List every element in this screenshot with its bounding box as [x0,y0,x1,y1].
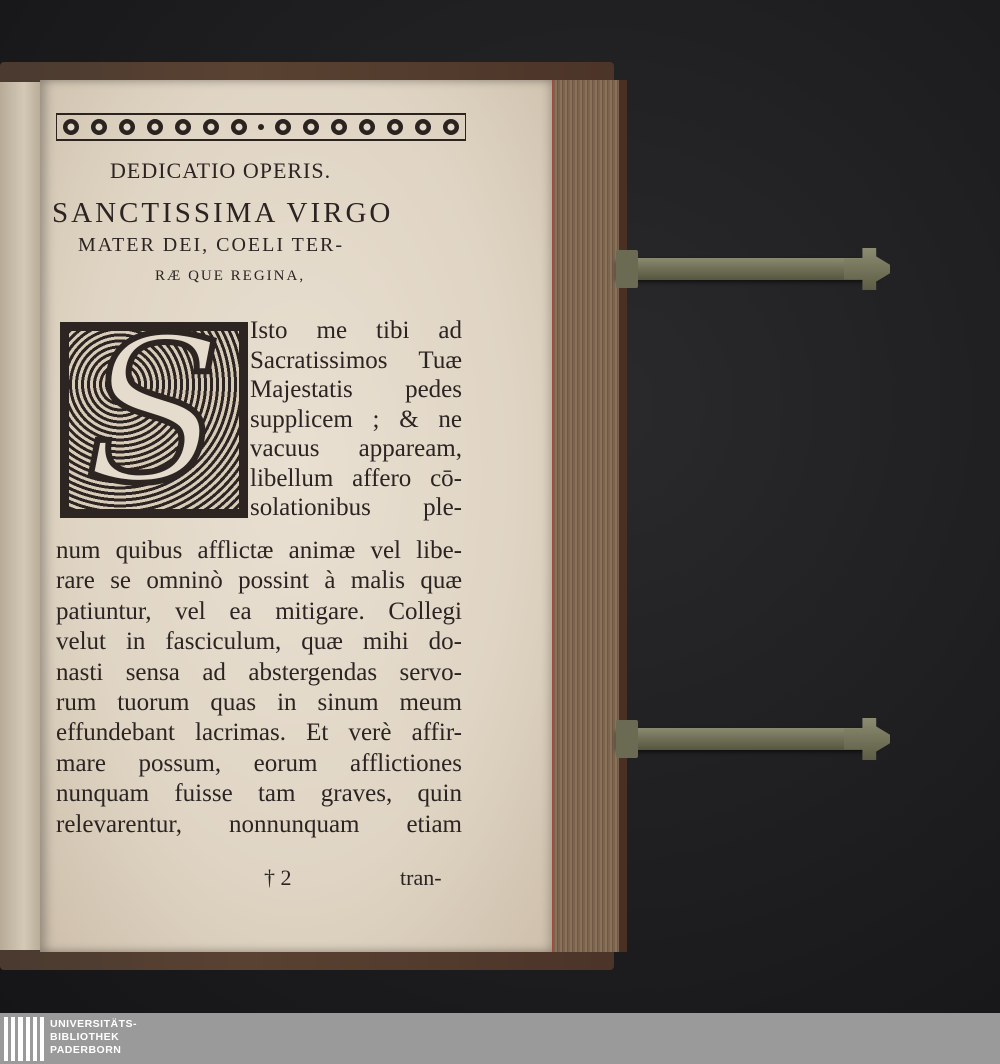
clasp-bar [616,728,878,750]
word: ; [372,405,380,433]
library-footer-bar [0,1013,1000,1064]
text-line [250,317,462,345]
clasp-bar [616,258,878,280]
clasp-head [844,248,890,290]
dedication-heading: DEDICATIO OPERIS. [110,158,332,183]
title-line-3: RÆ QUE REGINA, [155,268,306,284]
clasp-head [844,718,890,760]
clasp-root [616,720,638,758]
text-line: nunquam fuisse tam graves, quin [56,780,462,808]
word: & [399,405,419,433]
text-line: effundebant lacrimas. Et verè affir- [56,719,462,747]
lower-clasp [616,718,890,760]
text-line [250,376,462,404]
text-line [250,494,462,522]
word: Isto [250,317,288,344]
text-line [250,347,462,375]
word: libellum [250,464,334,492]
title-line-2: MATER DEI, COELI TER- [78,234,345,256]
clasp-root [616,250,638,288]
left-page-edge [0,82,40,950]
word: solationibus [250,494,371,521]
word: vacuus [250,435,320,462]
ornament-band [56,112,466,142]
decorated-initial [60,322,248,518]
text-line: rum tuorum quas in sinum meum [56,689,462,716]
title-line-1: SANCTISSIMA VIRGO [52,197,394,229]
text-line: rare se omninò possint à malis quæ [56,567,462,595]
word: ple- [423,494,462,521]
text-line [250,435,462,463]
text-line: nasti sensa ad abstergendas servo- [56,658,462,686]
library-name-line-1: UNIVERSITÄTS- [50,1018,138,1030]
word: Sacratissimos [250,346,388,374]
word: tibi [376,317,410,344]
word: Tuæ [418,346,462,374]
text-line: num quibus afflictæ animæ vel libe- [56,537,462,564]
initial-letter: S [85,322,223,518]
text-line: relevarentur, nonnunquam etiam [56,810,462,838]
catchword: tran- [400,865,442,890]
book-fore-edge [550,80,627,952]
library-name-line-3: PADERBORN [50,1044,122,1056]
word: Majestatis [250,376,353,403]
library-name-line-2: BIBLIOTHEK [50,1031,120,1043]
text-line: velut in fasciculum, quæ mihi do- [56,628,462,656]
word: affero [352,464,412,492]
text-line: mare possum, eorum afflictiones [56,749,462,777]
library-logo-icon [4,1017,44,1061]
word: ad [438,317,462,344]
text-line [250,465,462,493]
ornament-svg [56,112,466,142]
signature-mark: † 2 [264,865,292,890]
ornament-center-dot [258,124,264,130]
word: me [316,317,348,344]
word: supplicem [250,405,353,433]
library-name [50,1018,137,1057]
text-line: patiuntur, vel ea mitigare. Collegi [56,597,462,625]
word: ne [438,405,462,433]
word: cō- [430,464,462,492]
text-line [250,406,462,434]
word: pedes [405,376,462,403]
upper-clasp [616,248,890,290]
word: appaream, [358,435,462,462]
